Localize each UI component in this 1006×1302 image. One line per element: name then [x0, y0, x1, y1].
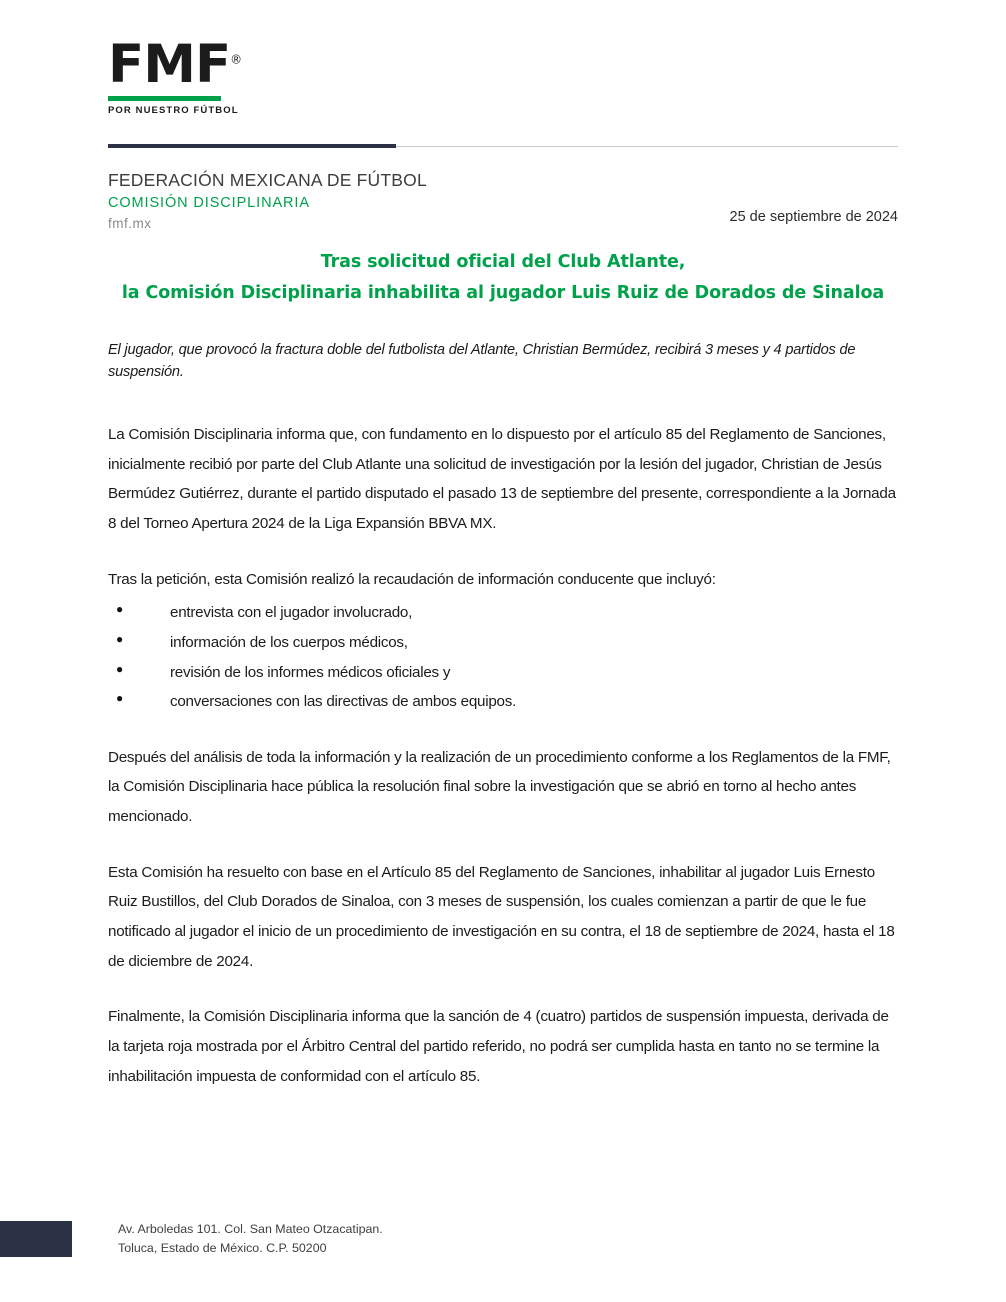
- document-date: 25 de septiembre de 2024: [729, 209, 898, 225]
- divider-light-segment: [396, 146, 898, 147]
- list-item: ● conversaciones con las directivas de ambos equipos.: [108, 687, 898, 717]
- list-item: ● información de los cuerpos médicos,: [108, 628, 898, 658]
- page-title-line-1: Tras solicitud oficial del Club Atlante,: [320, 252, 686, 272]
- list-item: ● revisión de los informes médicos oficiales y: [108, 658, 898, 688]
- fmf-logo: [108, 34, 898, 116]
- logo-tagline: POR NUESTRO FÚTBOL: [108, 105, 239, 116]
- logo-wordmark-text: FMF: [108, 34, 231, 95]
- footer-address: [118, 1220, 383, 1258]
- body-copy: [108, 420, 898, 1091]
- organization-name: FEDERACIÓN MEXICANA DE FÚTBOL: [108, 170, 427, 190]
- lead-paragraph: El jugador, que provocó la fractura doble del futbolista del Atlante, Christian Bermúdez, recibirá 3 meses y 4 partidos de suspensión.: [108, 342, 856, 381]
- page-title-line-2: la Comisión Disciplinaria inhabilita al jugador Luis Ruiz de Dorados de Sinaloa: [121, 282, 885, 303]
- evidence-list: [108, 598, 898, 717]
- paragraph-1: La Comisión Disciplinaria informa que, con fundamento en lo dispuesto por el artículo 85 del Reglamento de Sanciones, inicialmente recibió por parte del Club Atlante una solicitud de investigación por la lesión del jugador, Christian de Jesús Bermúdez Gutiérrez, durante el partido disputado el pasado 13 de septiembre del presente, correspondiente a la Jornada 8 del Torneo Apertura 2024 de la Liga Expansión BBVA MX.: [108, 426, 896, 532]
- paragraph-4: Esta Comisión ha resuelto con base en el Artículo 85 del Reglamento de Sanciones, inhabilitar al jugador Luis Ernesto Ruiz Bustillos, del Club Dorados de Sinaloa, con 3 meses de suspensión, los cuales comienzan a partir de que le fue notificado al jugador el inicio de un procedimiento de investigación en su contra, el 18 de septiembre de 2024, hasta el 18 de diciembre de 2024.: [108, 863, 895, 970]
- paragraph-5: Finalmente, la Comisión Disciplinaria informa que la sanción de 4 (cuatro) partidos de suspensión impuesta, derivada de la tarjeta roja mostrada por el Árbitro Central del partido referido, no podrá ser cumplida hasta en tanto no se termine la inhabilitación impuesta de conformidad con el artículo 85.: [108, 1008, 889, 1085]
- paragraph-3: Después del análisis de toda la información y la realización de un procedimiento conforme a los Reglamentos de la FMF, la Comisión Disciplinaria hace pública la resolución final sobre la investigación que se abrió en torno al hecho antes mencionado.: [108, 748, 891, 826]
- logo-wordmark: [108, 34, 242, 95]
- divider-navy-segment: [108, 144, 396, 148]
- list-item: ● entrevista con el jugador involucrado,: [108, 598, 898, 628]
- registered-trademark-icon: ®: [230, 52, 242, 67]
- page-title: [108, 247, 898, 308]
- document-footer: [0, 1220, 1006, 1258]
- address-line-2: Toluca, Estado de México. C.P. 50200: [118, 1240, 327, 1255]
- footer-navy-block: [0, 1221, 72, 1257]
- website-label: fmf.mx: [108, 216, 152, 231]
- address-line-1: Av. Arboledas 101. Col. San Mateo Otzacatipan.: [118, 1221, 383, 1236]
- paragraph-2: Tras la petición, esta Comisión realizó la recaudación de información conducente que incluyó:: [108, 570, 716, 588]
- department-name: COMISIÓN DISCIPLINARIA: [108, 195, 310, 211]
- header-divider: [108, 144, 898, 148]
- logo-green-bar: [108, 96, 221, 101]
